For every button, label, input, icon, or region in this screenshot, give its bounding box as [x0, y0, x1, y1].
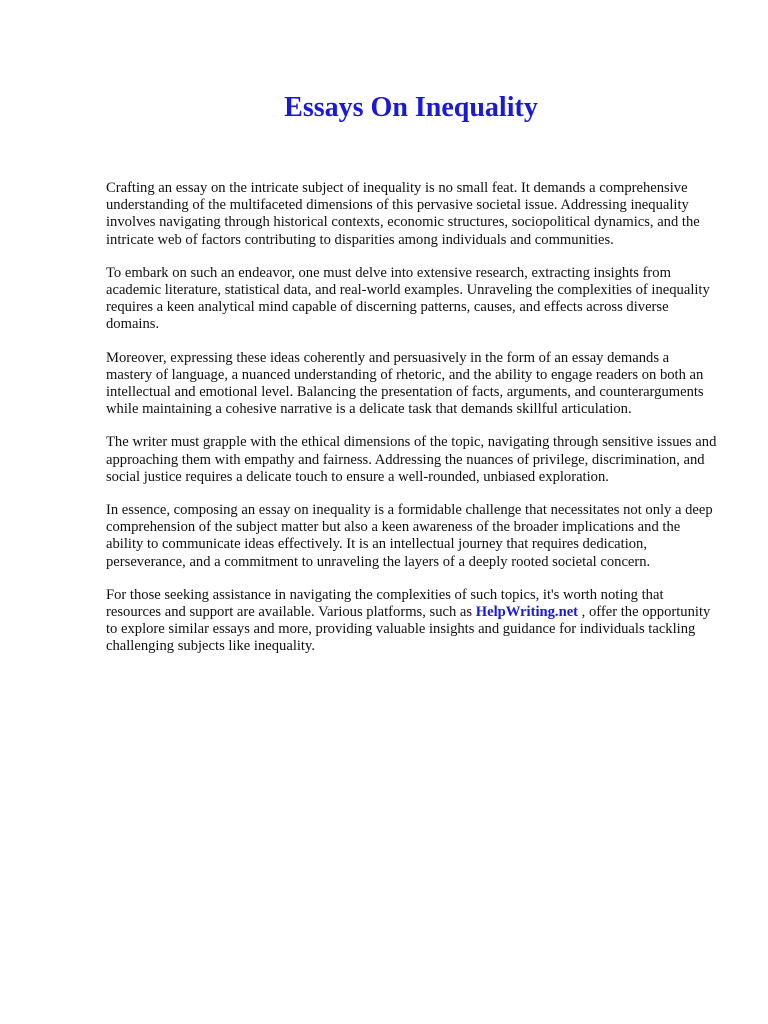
paragraph-2: To embark on such an endeavor, one must delve into extensive research, extracting insights from academic literature, statistical data, and real-world examples. Unraveling the complexities of inequality requires a keen analytical mind capable of discerning patterns, causes, and effects across diverse domains.	[106, 264, 710, 333]
paragraph-6-text-before-link: For those seeking assistance in navigating the complexities of such topics, it's worth noting that resources and support are available. Various platforms, such as	[106, 586, 664, 621]
paragraph-6	[106, 587, 718, 656]
paragraph-3: Moreover, expressing these ideas coherently and persuasively in the form of an essay demands a mastery of language, a nuanced understanding of rhetoric, and the ability to engage readers on both an intellectual and emotional level. Balancing the presentation of facts, arguments, and counterarguments while maintaining a cohesive narrative is a delicate task that demands skillful articulation.	[106, 349, 704, 418]
helpwriting-link[interactable]: HelpWriting.net	[475, 604, 579, 621]
paragraph-6-text-after-link: , offer the opportunity to explore similar essays and more, providing valuable insights and guidance for individuals tackling challenging subjects like inequality.	[106, 604, 711, 655]
paragraph-5: In essence, composing an essay on inequality is a formidable challenge that necessitates not only a deep comprehension of the subject matter but also a keen awareness of the broader implications and the ability to communicate ideas effectively. It is an intellectual journey that requires dedication, perseverance, and a commitment to unraveling the layers of a deeply rooted societal concern.	[106, 502, 713, 570]
page-title: Essays On Inequality	[284, 92, 538, 123]
paragraph-4: The writer must grapple with the ethical dimensions of the topic, navigating through sensitive issues and approaching them with empathy and fairness. Addressing the nuances of privilege, discrimination, and social justice requires a delicate touch to ensure a well-rounded, unbiased exploration.	[106, 434, 717, 485]
essay-body	[106, 180, 718, 672]
paragraph-1: Crafting an essay on the intricate subject of inequality is no small feat. It demands a comprehensive understanding of the multifaceted dimensions of this pervasive societal issue. Addressing inequality involves navigating through historical contexts, economic structures, sociopolitical dynamics, and the intricate web of factors contributing to disparities among individuals and communities.	[106, 180, 700, 248]
